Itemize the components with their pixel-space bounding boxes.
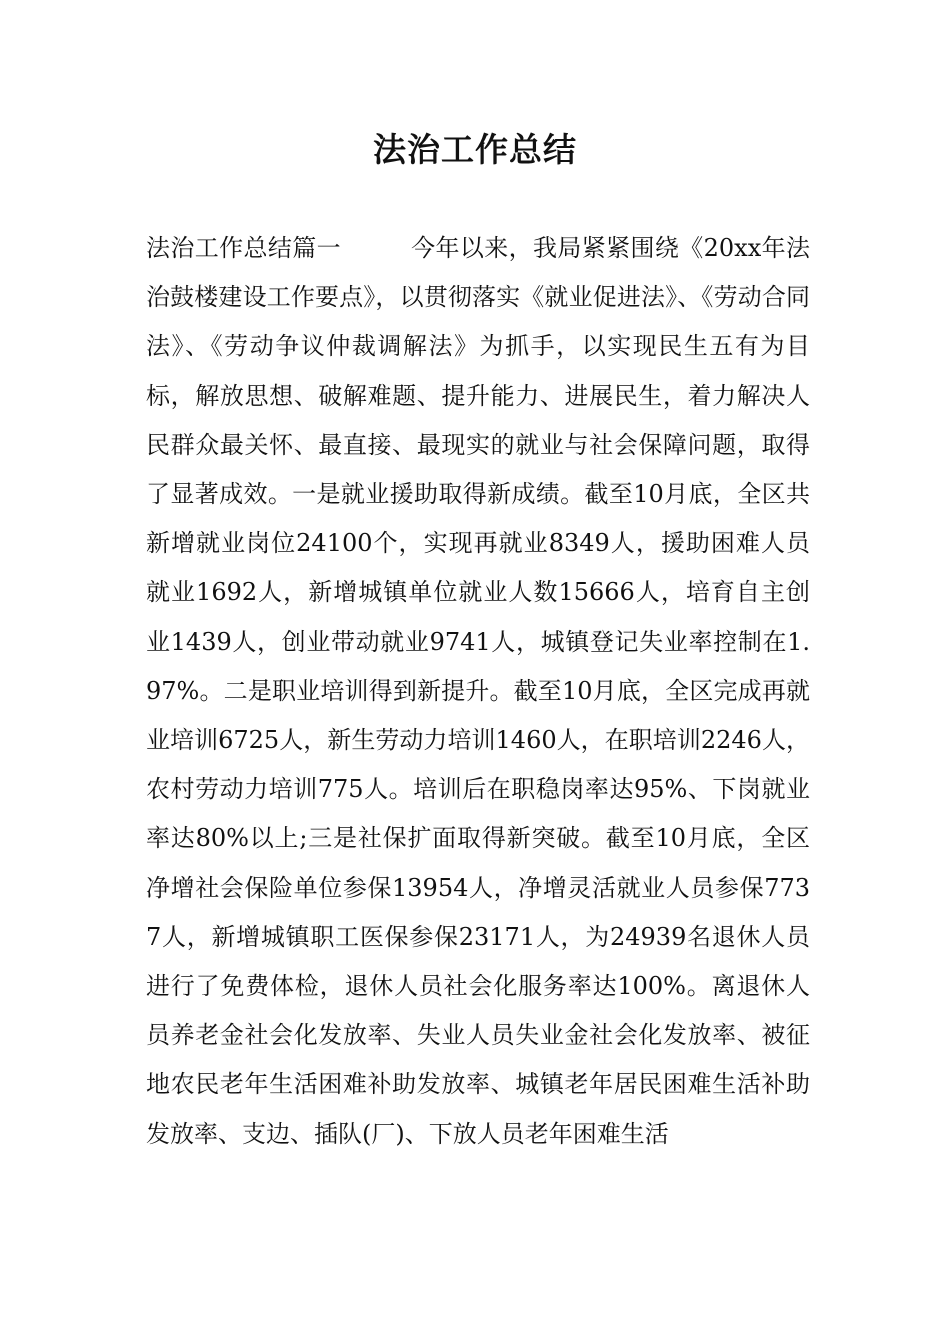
document-title: 法治工作总结: [373, 130, 577, 169]
document-body: [146, 224, 810, 1159]
body-text: 今年以来，我局紧紧围绕《20xx年法治鼓楼建设工作要点》，以贯彻落实《就业促进法》、《劳动合同法》、《劳动争议仲裁调解法》为抓手，以实现民生五有为目标，解放思想、破解难题、提升能力、进展民生，着力解决人民群众最关怀、最直接、最现实的就业与社会保障问题，取得了显著成效。一是就业援助取得新成绩。截至10月底，全区共新增就业岗位24100个，实现再就业8349人，援助困难人员就业1692人，新增城镇单位就业人数15666人，培育自主创业1439人，创业带动就业9741人，城镇登记失业率控制在1.97%。二是职业培训得到新提升。截至10月底，全区完成再就业培训6725人，新生劳动力培训1460人，在职培训2246人，农村劳动力培训775人。培训后在职稳岗率达95%、下岗就业率达80%以上;三是社保扩面取得新突破。截至10月底，全区净增社会保险单位参保13954人，净增灵活就业人员参保7737人，新增城镇职工医保参保23171人，为24939名退休人员进行了免费体检，退休人员社会化服务率达100%。离退休人员养老金社会化发放率、失业人员失业金社会化发放率、被征地农民老年生活困难补助发放率、城镇老年居民困难生活补助发放率、支边、插队(厂)、下放人员老年困难生活: [146, 234, 811, 1148]
section-label: 法治工作总结篇一: [146, 234, 342, 262]
